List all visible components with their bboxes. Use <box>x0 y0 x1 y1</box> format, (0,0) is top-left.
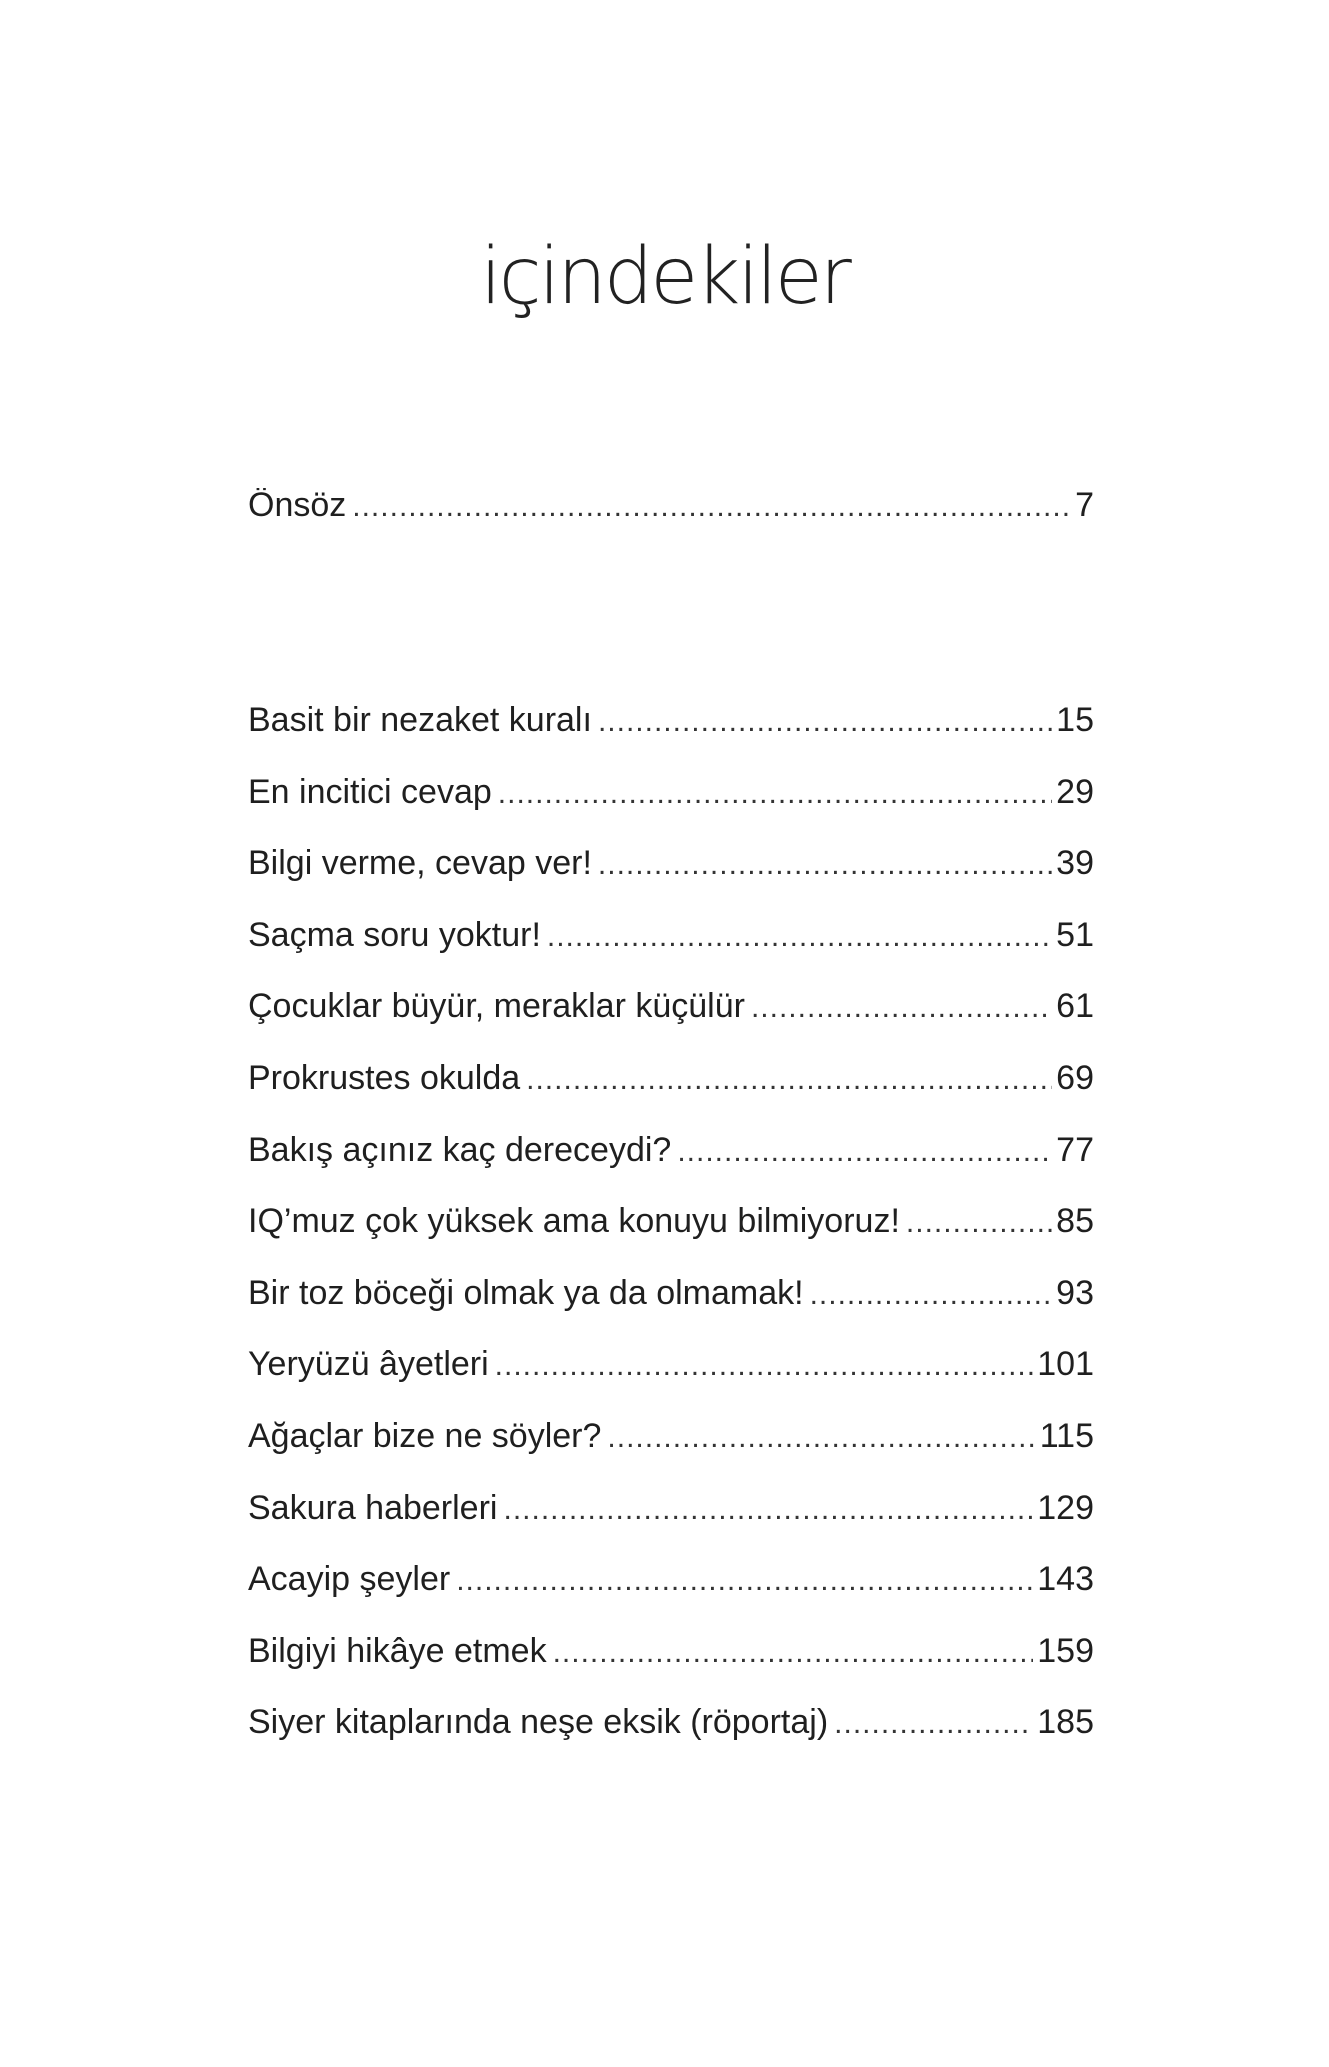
toc-entry-title: Sakura haberleri <box>248 1490 498 1527</box>
toc-entry[interactable] <box>248 918 1094 990</box>
toc-entry-page: 93 <box>1056 1275 1094 1312</box>
toc-entry-title: IQ’muz çok yüksek ama konuyu bilmiyoruz! <box>248 1204 900 1241</box>
toc-entry-title: Bakış açınız kaç dereceydi? <box>248 1132 672 1169</box>
dot-leader <box>810 1280 1053 1310</box>
toc-entry-title: Çocuklar büyür, meraklar küçülür <box>248 989 745 1026</box>
dot-leader <box>547 922 1052 952</box>
toc-entry-page: 185 <box>1037 1705 1094 1742</box>
toc-entry[interactable] <box>248 775 1094 847</box>
toc-entry-page: 29 <box>1056 774 1094 811</box>
toc-entry-title: Yeryüzü âyetleri <box>248 1347 489 1384</box>
toc-entry-page: 7 <box>1075 488 1094 524</box>
dot-leader <box>503 1495 1033 1525</box>
page-title: içindekiler <box>480 232 849 322</box>
toc-entry-page: 39 <box>1056 846 1094 883</box>
toc-entry-page: 143 <box>1037 1562 1094 1599</box>
toc-entry[interactable] <box>248 846 1094 918</box>
toc-entry-page: 51 <box>1056 917 1094 954</box>
toc-entry-title: Önsöz <box>248 488 347 524</box>
toc-entry-title: Acayip şeyler <box>248 1562 451 1599</box>
dot-leader <box>553 1638 1034 1668</box>
toc-entry[interactable] <box>248 989 1094 1061</box>
toc-entry[interactable] <box>248 1491 1094 1563</box>
toc-entry-preface[interactable] <box>248 488 1094 560</box>
toc-preface-list <box>248 488 1094 560</box>
dot-leader <box>751 993 1052 1023</box>
toc-entry-page: 101 <box>1037 1347 1094 1384</box>
toc-entry-title: En incitici cevap <box>248 774 492 811</box>
toc-entry[interactable] <box>248 1634 1094 1706</box>
dot-leader <box>834 1709 1033 1739</box>
dot-leader <box>352 492 1071 522</box>
toc-entry-title: Saçma soru yoktur! <box>248 917 541 954</box>
toc-entry-title: Ağaçlar bize ne söyler? <box>248 1418 602 1455</box>
toc-entry-title: Bilgiyi hikâye etmek <box>248 1633 547 1670</box>
toc-entry-page: 77 <box>1056 1132 1094 1169</box>
dot-leader <box>456 1566 1033 1596</box>
toc-chapter-list <box>248 703 1094 1777</box>
dot-leader <box>906 1208 1052 1238</box>
dot-leader <box>607 1423 1035 1453</box>
toc-entry[interactable] <box>248 1204 1094 1276</box>
toc-entry[interactable] <box>248 1061 1094 1133</box>
dot-leader <box>598 850 1052 880</box>
toc-entry-page: 61 <box>1056 989 1094 1026</box>
toc-entry[interactable] <box>248 1133 1094 1205</box>
dot-leader <box>677 1137 1052 1167</box>
toc-entry-page: 15 <box>1056 703 1094 739</box>
dot-leader <box>498 779 1052 809</box>
toc-entry-title: Basit bir nezaket kuralı <box>248 703 592 739</box>
toc-entry[interactable] <box>248 703 1094 775</box>
toc-entry-page: 115 <box>1039 1418 1094 1455</box>
toc-entry-title: Bilgi verme, cevap ver! <box>248 846 592 883</box>
toc-entry[interactable] <box>248 1276 1094 1348</box>
toc-entry[interactable] <box>248 1705 1094 1777</box>
toc-entry-title: Prokrustes okulda <box>248 1060 521 1097</box>
dot-leader <box>526 1065 1052 1095</box>
dot-leader <box>495 1351 1034 1381</box>
toc-entry-title: Siyer kitaplarında neşe eksik (röportaj) <box>248 1705 829 1742</box>
toc-entry-page: 85 <box>1056 1204 1094 1241</box>
toc-entry-page: 129 <box>1037 1490 1094 1527</box>
toc-entry[interactable] <box>248 1419 1094 1491</box>
dot-leader <box>598 707 1052 737</box>
toc-entry[interactable] <box>248 1562 1094 1634</box>
toc-entry-title: Bir toz böceği olmak ya da olmamak! <box>248 1275 804 1312</box>
toc-entry-page: 159 <box>1037 1633 1094 1670</box>
toc-entry-page: 69 <box>1056 1060 1094 1097</box>
toc-entry[interactable] <box>248 1347 1094 1419</box>
